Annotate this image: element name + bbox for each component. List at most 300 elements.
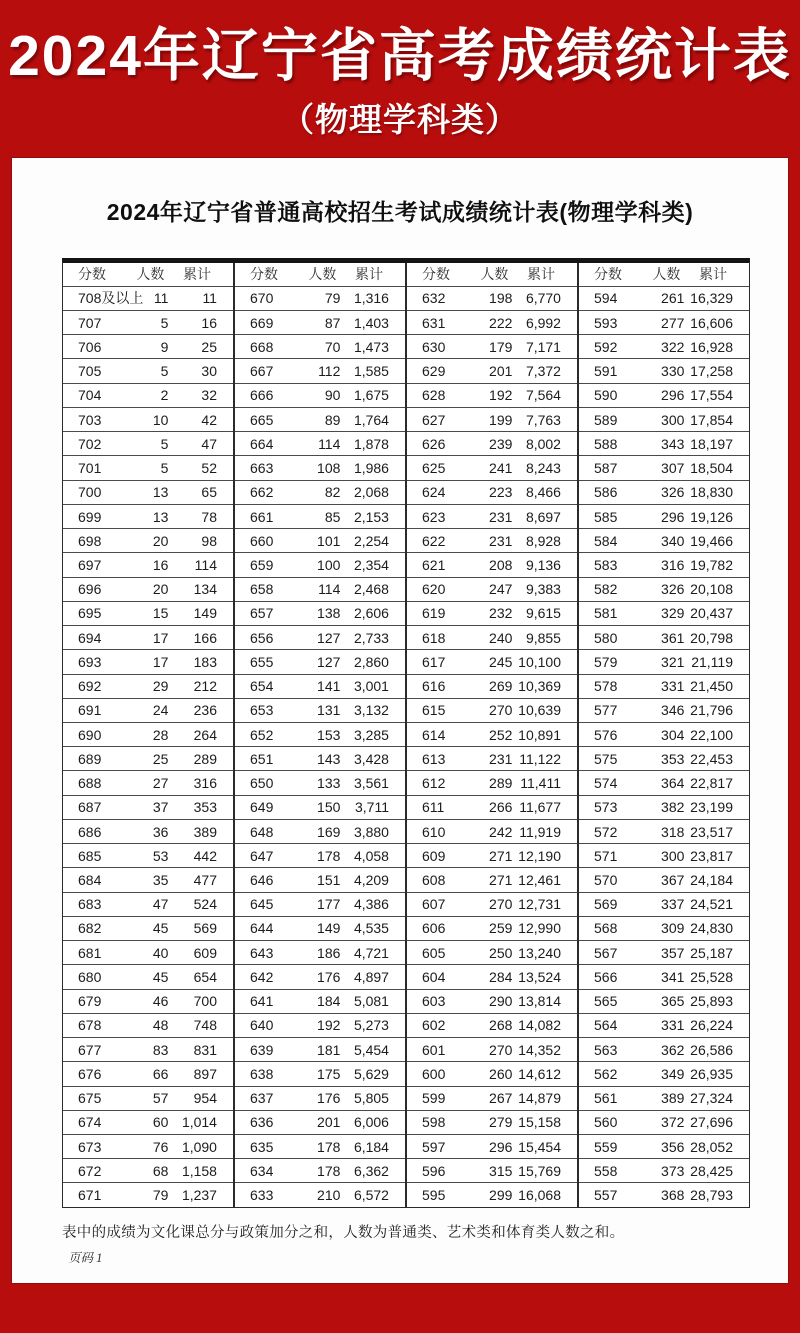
count-cell: 36 [152, 823, 169, 840]
table-row [63, 455, 233, 479]
count-cell: 186 [317, 944, 341, 961]
score-cell: 695 [78, 605, 102, 622]
score-cell: 615 [422, 702, 446, 719]
cumulative-cell: 134 [193, 581, 217, 598]
score-cell: 611 [422, 799, 445, 816]
count-cell: 28 [152, 726, 169, 743]
score-cell: 605 [422, 944, 446, 961]
count-cell: 112 [318, 363, 341, 380]
count-cell: 24 [152, 702, 169, 719]
table-row [407, 1182, 577, 1206]
cumulative-cell: 25,187 [690, 944, 733, 961]
score-cell: 596 [422, 1162, 446, 1179]
count-cell: 326 [661, 581, 685, 598]
table-row [63, 722, 233, 746]
score-cell: 660 [250, 532, 274, 549]
cumulative-cell: 954 [193, 1090, 217, 1107]
score-cell: 562 [594, 1065, 618, 1082]
table-row [235, 916, 405, 940]
table-row [235, 940, 405, 964]
cumulative-cell: 28,425 [690, 1162, 733, 1179]
score-cell: 692 [78, 678, 102, 695]
count-cell: 5 [160, 314, 169, 331]
table-row [579, 455, 749, 479]
cumulative-cell: 7,763 [525, 411, 561, 428]
cumulative-cell: 264 [193, 726, 217, 743]
count-cell: 178 [317, 1162, 341, 1179]
count-cell: 47 [152, 896, 169, 913]
score-cell: 616 [422, 678, 446, 695]
table-row [235, 1037, 405, 1061]
cumulative-cell: 24,521 [690, 896, 733, 913]
count-cell: 149 [317, 920, 341, 937]
score-cell: 619 [422, 605, 446, 622]
score-cell: 567 [594, 944, 618, 961]
count-cell: 16 [152, 556, 169, 573]
table-row [579, 964, 749, 988]
score-cell: 675 [78, 1090, 102, 1107]
score-cell: 557 [594, 1187, 618, 1204]
score-cell: 570 [594, 872, 618, 889]
cumulative-cell: 5,454 [353, 1041, 389, 1058]
count-cell: 68 [152, 1162, 169, 1179]
cumulative-cell: 6,006 [353, 1114, 389, 1131]
banner-title: 2024年辽宁省高考成绩统计表 [8, 24, 792, 88]
count-cell: 356 [661, 1138, 685, 1155]
score-cell: 620 [422, 581, 446, 598]
cumulative-cell: 3,561 [353, 775, 389, 792]
score-cell: 678 [78, 1017, 102, 1034]
cumulative-cell: 2,068 [353, 484, 389, 501]
cumulative-cell: 524 [193, 896, 217, 913]
count-cell: 10 [152, 411, 169, 428]
header-cell: 人数 [480, 266, 509, 283]
table-row [63, 819, 233, 843]
count-cell: 326 [661, 484, 685, 501]
cumulative-cell: 5,273 [353, 1017, 389, 1034]
header-cell: 分数 [250, 266, 278, 283]
table-row [579, 843, 749, 867]
footnote: 表中的成绩为文化课总分与政策加分之和，人数为普通类、艺术类和体育类人数之和。 [62, 1224, 625, 1241]
banner [0, 0, 800, 141]
table-row [235, 528, 405, 552]
count-cell: 20 [152, 532, 169, 549]
table-row [579, 383, 749, 407]
count-cell: 87 [324, 314, 341, 331]
count-cell: 296 [489, 1138, 513, 1155]
cumulative-cell: 3,711 [354, 799, 389, 816]
cumulative-cell: 9,383 [525, 581, 561, 598]
count-cell: 362 [661, 1041, 685, 1058]
count-cell: 357 [661, 944, 685, 961]
count-cell: 231 [489, 750, 513, 767]
table-row [63, 674, 233, 698]
table-row [63, 504, 233, 528]
score-cell: 648 [250, 823, 274, 840]
count-cell: 241 [489, 460, 513, 477]
cumulative-cell: 18,504 [690, 460, 733, 477]
score-cell: 632 [422, 290, 446, 307]
table-row [235, 383, 405, 407]
score-cell: 617 [422, 653, 446, 670]
table-row [235, 843, 405, 867]
score-cell: 657 [250, 605, 274, 622]
count-cell: 79 [152, 1187, 169, 1204]
table-row [63, 649, 233, 673]
score-cell: 571 [594, 847, 618, 864]
score-cell: 635 [250, 1138, 274, 1155]
table-row [235, 407, 405, 431]
cumulative-cell: 25,528 [690, 968, 733, 985]
score-cell: 585 [594, 508, 618, 525]
count-cell: 101 [317, 532, 341, 549]
table-column-group [579, 263, 749, 1207]
table-row [579, 1037, 749, 1061]
count-cell: 223 [489, 484, 513, 501]
cumulative-cell: 2,860 [353, 653, 389, 670]
count-cell: 330 [661, 363, 685, 380]
table-header-row [235, 263, 405, 286]
score-cell: 592 [594, 338, 618, 355]
table-row [235, 1061, 405, 1085]
score-cell: 697 [78, 556, 102, 573]
score-cell: 651 [250, 750, 274, 767]
cumulative-cell: 2,733 [353, 629, 389, 646]
count-cell: 250 [489, 944, 513, 961]
score-cell: 633 [250, 1187, 274, 1204]
cumulative-cell: 98 [201, 532, 217, 549]
count-cell: 240 [489, 629, 513, 646]
table-row [235, 649, 405, 673]
count-cell: 266 [489, 799, 513, 816]
count-cell: 337 [661, 896, 685, 913]
table-row [235, 892, 405, 916]
score-cell: 595 [422, 1187, 446, 1204]
table-row [63, 601, 233, 625]
count-cell: 271 [489, 872, 513, 889]
cumulative-cell: 1,316 [353, 290, 389, 307]
table-column-group [407, 263, 579, 1207]
count-cell: 260 [489, 1065, 513, 1082]
count-cell: 252 [489, 726, 513, 743]
score-cell: 671 [78, 1187, 102, 1204]
count-cell: 340 [661, 532, 685, 549]
cumulative-cell: 442 [193, 847, 217, 864]
score-cell: 586 [594, 484, 618, 501]
count-cell: 2 [160, 387, 169, 404]
table-header-row [579, 263, 749, 286]
table-row [579, 674, 749, 698]
table-row [63, 916, 233, 940]
table-row [63, 1086, 233, 1110]
cumulative-cell: 1,090 [181, 1138, 217, 1155]
table-row [579, 746, 749, 770]
score-cell: 647 [250, 847, 274, 864]
page-title: 2024年辽宁省普通高校招生考试成绩统计表(物理学科类) [106, 198, 694, 225]
cumulative-cell: 6,992 [525, 314, 561, 331]
table-row [407, 334, 577, 358]
cumulative-cell: 14,082 [518, 1017, 561, 1034]
count-cell: 66 [152, 1065, 169, 1082]
score-statistics-table [62, 258, 750, 1208]
cumulative-cell: 12,461 [518, 872, 561, 889]
count-cell: 270 [489, 1041, 513, 1058]
count-cell: 367 [661, 872, 685, 889]
cumulative-cell: 14,612 [518, 1065, 561, 1082]
table-row [235, 1110, 405, 1134]
table-row [63, 770, 233, 794]
score-cell: 663 [250, 460, 274, 477]
table-row [235, 770, 405, 794]
count-cell: 35 [152, 872, 169, 889]
table-header-row [407, 263, 577, 286]
cumulative-cell: 13,814 [518, 993, 561, 1010]
score-cell: 677 [78, 1041, 102, 1058]
cumulative-cell: 1,986 [353, 460, 389, 477]
count-cell: 57 [152, 1090, 169, 1107]
count-cell: 15 [152, 605, 169, 622]
score-cell: 578 [594, 678, 618, 695]
count-cell: 321 [661, 653, 685, 670]
table-row [63, 1061, 233, 1085]
score-cell: 573 [594, 799, 618, 816]
table-row [407, 1013, 577, 1037]
cumulative-cell: 9,136 [525, 556, 561, 573]
count-cell: 242 [489, 823, 513, 840]
table-row [407, 528, 577, 552]
count-cell: 268 [489, 1017, 513, 1034]
table-row [235, 819, 405, 843]
table-row [235, 625, 405, 649]
score-cell: 603 [422, 993, 446, 1010]
cumulative-cell: 8,697 [525, 508, 561, 525]
table-row [63, 334, 233, 358]
cumulative-cell: 28,793 [690, 1187, 733, 1204]
cumulative-cell: 32 [201, 387, 217, 404]
table-row [63, 1110, 233, 1134]
header-cell: 累计 [182, 266, 211, 283]
count-cell: 100 [317, 556, 341, 573]
count-cell: 45 [152, 968, 169, 985]
header-cell: 分数 [78, 266, 106, 283]
score-cell: 628 [422, 387, 446, 404]
cumulative-cell: 7,372 [525, 363, 561, 380]
table-header-row [63, 263, 233, 286]
count-cell: 89 [324, 411, 341, 428]
score-cell: 609 [422, 847, 446, 864]
score-cell: 602 [422, 1017, 446, 1034]
document-card [12, 158, 788, 1283]
score-cell: 631 [422, 314, 446, 331]
table-row [235, 964, 405, 988]
table-row [63, 698, 233, 722]
cumulative-cell: 4,721 [353, 944, 389, 961]
table-row [579, 431, 749, 455]
cumulative-cell: 6,572 [353, 1187, 389, 1204]
header-cell: 人数 [308, 266, 337, 283]
table-row [235, 455, 405, 479]
score-cell: 656 [250, 629, 274, 646]
count-cell: 289 [489, 775, 513, 792]
cumulative-cell: 17,554 [690, 387, 733, 404]
count-cell: 199 [489, 411, 513, 428]
count-cell: 309 [661, 920, 685, 937]
table-row [63, 358, 233, 382]
cumulative-cell: 1,014 [181, 1114, 217, 1131]
count-cell: 9 [160, 338, 169, 355]
count-cell: 259 [489, 920, 513, 937]
table-row [63, 1037, 233, 1061]
count-cell: 271 [489, 847, 513, 864]
cumulative-cell: 1,878 [353, 435, 389, 452]
table-row [579, 770, 749, 794]
table-row [579, 1013, 749, 1037]
table-row [407, 1134, 577, 1158]
count-cell: 151 [317, 872, 341, 889]
score-cell: 614 [422, 726, 446, 743]
table-row [235, 989, 405, 1013]
cumulative-cell: 4,058 [353, 847, 389, 864]
score-cell: 575 [594, 750, 618, 767]
cumulative-cell: 3,285 [353, 726, 389, 743]
score-cell: 683 [78, 896, 102, 913]
score-cell: 673 [78, 1138, 102, 1155]
table-row [63, 310, 233, 334]
count-cell: 114 [318, 435, 341, 452]
cumulative-cell: 26,935 [690, 1065, 733, 1082]
count-cell: 114 [318, 581, 341, 598]
score-cell: 634 [250, 1162, 274, 1179]
cumulative-cell: 26,586 [690, 1041, 733, 1058]
score-cell: 679 [78, 993, 102, 1010]
count-cell: 184 [317, 993, 341, 1010]
score-cell: 560 [594, 1114, 618, 1131]
score-cell: 693 [78, 653, 102, 670]
count-cell: 27 [152, 775, 169, 792]
count-cell: 20 [152, 581, 169, 598]
score-cell: 624 [422, 484, 446, 501]
count-cell: 343 [661, 435, 685, 452]
table-row [63, 1134, 233, 1158]
cumulative-cell: 8,002 [525, 435, 561, 452]
cumulative-cell: 28,052 [690, 1138, 733, 1155]
header-cell: 累计 [526, 266, 555, 283]
table-row [235, 504, 405, 528]
cumulative-cell: 22,100 [690, 726, 733, 743]
cumulative-cell: 19,126 [690, 508, 733, 525]
score-cell: 659 [250, 556, 274, 573]
count-cell: 267 [489, 1090, 513, 1107]
header-cell: 累计 [698, 266, 727, 283]
score-cell: 698 [78, 532, 102, 549]
count-cell: 304 [661, 726, 685, 743]
score-cell: 637 [250, 1090, 274, 1107]
table-row [579, 1086, 749, 1110]
cumulative-cell: 16,928 [690, 338, 733, 355]
table-row [235, 1013, 405, 1037]
score-cell: 629 [422, 363, 446, 380]
table-row [235, 1134, 405, 1158]
score-cell: 690 [78, 726, 102, 743]
score-cell: 686 [78, 823, 102, 840]
score-cell: 636 [250, 1114, 274, 1131]
cumulative-cell: 654 [193, 968, 217, 985]
count-cell: 178 [317, 847, 341, 864]
cumulative-cell: 3,132 [353, 702, 389, 719]
score-cell: 700 [78, 484, 102, 501]
cumulative-cell: 21,450 [690, 678, 733, 695]
table-row [579, 528, 749, 552]
count-cell: 17 [152, 629, 169, 646]
table-row [407, 989, 577, 1013]
table-row [235, 795, 405, 819]
score-cell: 674 [78, 1114, 102, 1131]
cumulative-cell: 17,854 [690, 411, 733, 428]
count-cell: 279 [489, 1114, 513, 1131]
cumulative-cell: 27,696 [690, 1114, 733, 1131]
table-row [407, 358, 577, 382]
cumulative-cell: 16 [201, 314, 217, 331]
cumulative-cell: 11,677 [519, 799, 561, 816]
count-cell: 353 [661, 750, 685, 767]
cumulative-cell: 353 [193, 799, 217, 816]
table-row [63, 383, 233, 407]
count-cell: 365 [661, 993, 685, 1010]
score-cell: 667 [250, 363, 274, 380]
table-row [407, 480, 577, 504]
cumulative-cell: 477 [193, 872, 217, 889]
count-cell: 373 [661, 1162, 685, 1179]
table-row [63, 1182, 233, 1206]
count-cell: 245 [489, 653, 513, 670]
score-cell: 598 [422, 1114, 446, 1131]
cumulative-cell: 236 [193, 702, 217, 719]
cumulative-cell: 3,428 [353, 750, 389, 767]
score-cell: 599 [422, 1090, 446, 1107]
count-cell: 48 [152, 1017, 169, 1034]
score-cell: 639 [250, 1041, 274, 1058]
cumulative-cell: 10,639 [518, 702, 561, 719]
table-row [63, 625, 233, 649]
cumulative-cell: 4,386 [353, 896, 389, 913]
table-row [235, 1182, 405, 1206]
count-cell: 201 [317, 1114, 341, 1131]
count-cell: 179 [489, 338, 513, 355]
table-row [235, 310, 405, 334]
count-cell: 29 [152, 678, 169, 695]
score-cell: 576 [594, 726, 618, 743]
table-row [579, 552, 749, 576]
table-row [407, 310, 577, 334]
table-row [579, 1182, 749, 1206]
cumulative-cell: 8,466 [525, 484, 561, 501]
header-cell: 人数 [136, 266, 165, 283]
score-cell: 638 [250, 1065, 274, 1082]
table-row [235, 358, 405, 382]
score-cell: 701 [78, 460, 102, 477]
cumulative-cell: 1,403 [353, 314, 389, 331]
score-cell: 672 [78, 1162, 102, 1179]
table-row [407, 1037, 577, 1061]
score-cell: 559 [594, 1138, 618, 1155]
cumulative-cell: 21,796 [690, 702, 733, 719]
score-cell: 689 [78, 750, 102, 767]
table-row [579, 916, 749, 940]
count-cell: 5 [160, 460, 169, 477]
cumulative-cell: 3,880 [353, 823, 389, 840]
banner-subtitle: （物理学科类） [281, 100, 519, 138]
score-cell: 661 [250, 508, 274, 525]
